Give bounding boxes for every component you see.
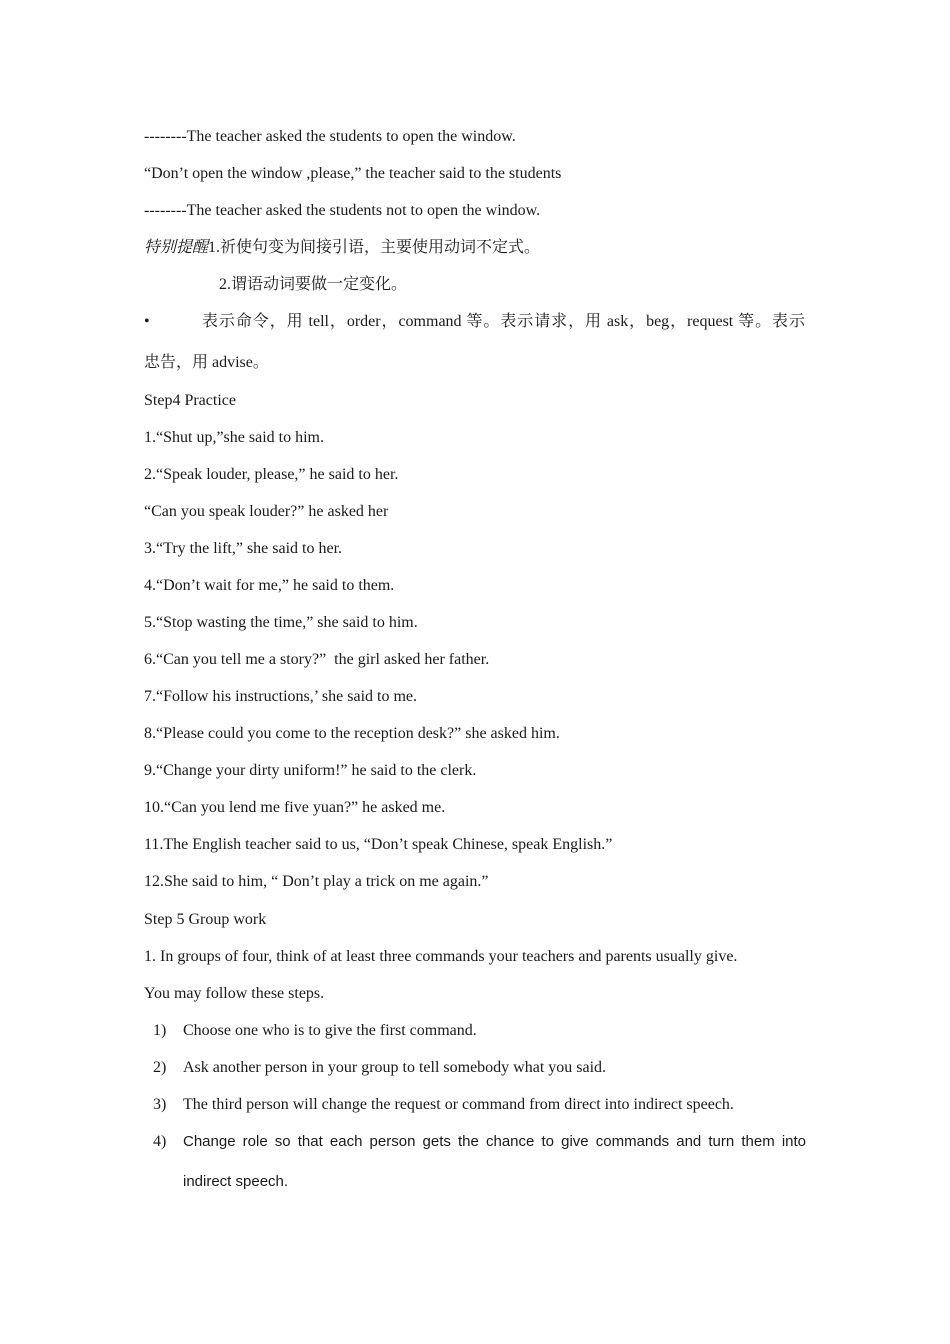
step-text: The third person will change the request or command from direct into indirect speech. <box>183 1096 734 1113</box>
note-label: 特别提醒 <box>144 239 209 256</box>
practice-item: 7.“Follow his instructions,’ she said to me. <box>144 688 418 705</box>
step-text: Ask another person in your group to tell somebody what you said. <box>183 1059 607 1076</box>
bullet-icon: • <box>144 313 150 330</box>
step-number: 2) <box>153 1059 167 1076</box>
practice-item: 4.“Don’t wait for me,” he said to them. <box>144 577 395 594</box>
practice-item: 3.“Try the lift,” she said to her. <box>144 540 343 557</box>
group-text: You may follow these steps. <box>144 985 325 1002</box>
practice-item: 9.“Change your dirty uniform!” he said to the clerk. <box>144 762 477 779</box>
practice-item: 1.“Shut up,”she said to him. <box>144 429 324 446</box>
practice-item: 11.The English teacher said to us, “Don’t speak Chinese, speak English.” <box>144 836 613 853</box>
bullet-text-cont: 忠告，用 advise。 <box>144 354 269 371</box>
step-text: Choose one who is to give the first command. <box>183 1022 477 1039</box>
text-line: “Don’t open the window ,please,” the teacher said to the students <box>144 165 562 182</box>
section-heading: Step4 Practice <box>144 392 236 409</box>
note-line-2: 2.谓语动词要做一定变化。 <box>219 276 408 293</box>
group-text: 1. In groups of four, think of at least three commands your teachers and parents usually give. <box>144 948 738 965</box>
step-text: Change role so that each person gets the chance to give commands and turn them into <box>183 1133 806 1150</box>
bullet-text: 表示命令，用 tell，order，command 等。表示请求，用 ask，beg，request 等。表示 <box>202 313 805 330</box>
practice-item: 6.“Can you tell me a story?” the girl asked her father. <box>144 651 490 668</box>
practice-item: 12.She said to him, “ Don’t play a trick on me again.” <box>144 873 489 890</box>
note-text: 1.祈使句变为间接引语，主要使用动词不定式。 <box>208 239 541 256</box>
text-line: --------The teacher asked the students not to open the window. <box>144 202 541 219</box>
practice-item: 8.“Please could you come to the reception desk?” she asked him. <box>144 725 560 742</box>
step-number: 4) <box>153 1133 167 1150</box>
practice-item: 5.“Stop wasting the time,” she said to him. <box>144 614 418 631</box>
step-number: 3) <box>153 1096 167 1113</box>
practice-item: “Can you speak louder?” he asked her <box>144 503 389 520</box>
step-text-cont: indirect speech. <box>183 1173 289 1190</box>
step-number: 1) <box>153 1022 167 1039</box>
practice-item: 2.“Speak louder, please,” he said to her. <box>144 466 399 483</box>
practice-item: 10.“Can you lend me five yuan?” he asked me. <box>144 799 446 816</box>
section-heading: Step 5 Group work <box>144 911 267 928</box>
text-line: --------The teacher asked the students to open the window. <box>144 128 516 145</box>
note-line <box>144 238 540 258</box>
